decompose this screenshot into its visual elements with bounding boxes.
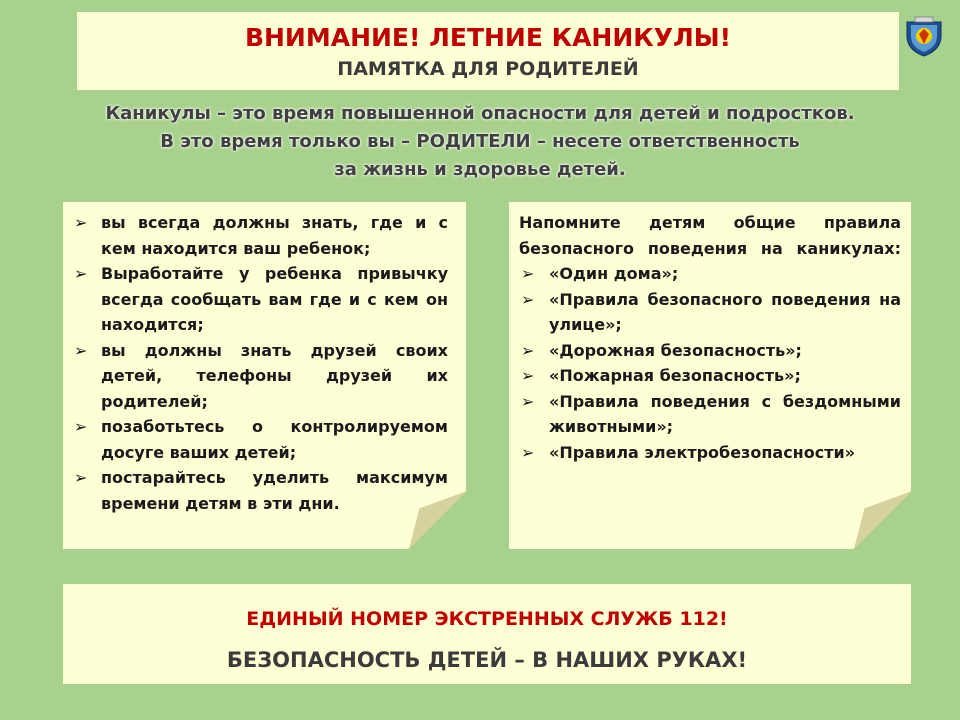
list-item xyxy=(519,261,901,287)
list-item xyxy=(72,465,448,516)
list-item xyxy=(519,338,901,364)
arrow-bullet-icon: ➢ xyxy=(74,264,88,283)
list-item-text: позаботьтесь о контролируемом досуге ваших детей; xyxy=(101,417,448,462)
arrow-bullet-icon: ➢ xyxy=(521,340,535,360)
arrow-bullet-icon: ➢ xyxy=(521,366,535,385)
intro-line: В это время только вы – РОДИТЕЛИ – несете ответственность xyxy=(160,131,800,152)
list-item xyxy=(72,261,448,338)
arrow-bullet-icon: ➢ xyxy=(521,442,535,462)
page-title: ВНИМАНИЕ! ЛЕТНИЕ КАНИКУЛЫ! xyxy=(244,23,732,52)
list-item xyxy=(519,440,901,466)
list-item xyxy=(519,389,901,440)
list-item xyxy=(519,287,901,338)
list-item-text: вы всегда должны знать, где и с кем находится ваш ребенок; xyxy=(101,213,448,258)
arrow-bullet-icon: ➢ xyxy=(74,213,88,232)
list-item xyxy=(72,210,448,261)
intro-line: Каникулы – это время повышенной опасности для детей и подростков. xyxy=(105,103,855,124)
list-item-text: вы должны знать друзей своих детей, телефоны друзей их родителей; xyxy=(101,340,448,411)
arrow-bullet-icon: ➢ xyxy=(521,289,535,309)
list-item xyxy=(519,363,901,389)
arrow-bullet-icon: ➢ xyxy=(74,417,88,436)
intro-text xyxy=(60,100,900,184)
note-lead-line: Напомните детям общие правила xyxy=(519,213,901,232)
slogan-text: БЕЗОПАСНОСТЬ ДЕТЕЙ – В НАШИХ РУКАХ! xyxy=(226,648,748,672)
list-item-text: «Пожарная безопасность»; xyxy=(549,366,801,385)
list-item-text: Выработайте у ребенка привычку всегда сообщать вам где и с кем он находится; xyxy=(101,264,448,334)
children-rules-list xyxy=(519,261,901,465)
list-item-text: «Правила безопасного поведения на улице»; xyxy=(549,289,901,334)
emblem-icon xyxy=(901,12,947,58)
children-rules-note xyxy=(509,202,911,549)
footer-box xyxy=(63,584,911,684)
arrow-bullet-icon: ➢ xyxy=(521,391,535,411)
list-item xyxy=(72,338,448,415)
list-item xyxy=(72,414,448,465)
note-lead-line: безопасного поведения на каникулах: xyxy=(519,238,901,258)
title-box xyxy=(77,12,899,90)
emergency-number-text: ЕДИНЫЙ НОМЕР ЭКСТРЕННЫХ СЛУЖБ 112! xyxy=(246,608,728,630)
parent-rules-note xyxy=(63,202,466,549)
list-item-text: «Правила поведения с бездомными животными»; xyxy=(549,391,901,436)
list-item-text: «Дорожная безопасность»; xyxy=(549,340,802,360)
arrow-bullet-icon: ➢ xyxy=(74,468,88,487)
list-item-text: «Правила электробезопасности» xyxy=(549,442,856,462)
intro-line: за жизнь и здоровье детей. xyxy=(334,159,626,180)
arrow-bullet-icon: ➢ xyxy=(521,264,535,283)
arrow-bullet-icon: ➢ xyxy=(74,340,88,360)
list-item-text: «Один дома»; xyxy=(549,264,679,283)
page-subtitle: ПАМЯТКА ДЛЯ РОДИТЕЛЕЙ xyxy=(337,58,639,80)
list-item-text: постарайтесь уделить максимум времени детям в эти дни. xyxy=(101,468,448,513)
parent-rules-list xyxy=(72,210,448,516)
